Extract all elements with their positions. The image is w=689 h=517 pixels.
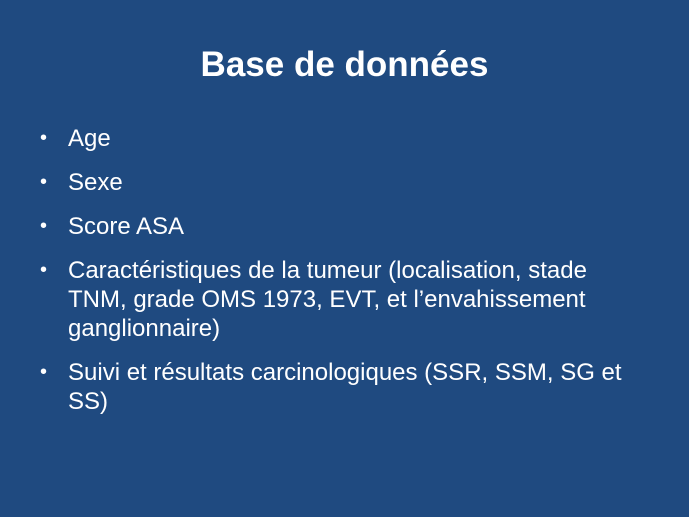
- bullet-dot-icon: •: [40, 361, 48, 383]
- bullet-text: Caractéristiques de la tumeur (localisation, stade TNM, grade OMS 1973, EVT, et l’envahissement ganglionnaire): [68, 257, 587, 342]
- bullet-text: Age: [68, 125, 111, 152]
- bullet-list: [40, 124, 640, 431]
- bullet-dot-icon: •: [40, 127, 48, 149]
- slide-title: Base de données: [200, 45, 489, 84]
- bullet-dot-icon: •: [40, 171, 48, 193]
- bullet-text: Sexe: [68, 169, 123, 196]
- bullet-text: Score ASA: [68, 213, 185, 240]
- bullet-item-tumeur: [40, 256, 640, 343]
- bullet-item-age: [40, 124, 640, 153]
- bullet-dot-icon: •: [40, 215, 48, 237]
- bullet-item-score-asa: [40, 212, 640, 241]
- bullet-dot-icon: •: [40, 259, 48, 281]
- bullet-text: Suivi et résultats carcinologiques (SSR, SSM, SG et SS): [68, 359, 622, 415]
- bullet-item-sexe: [40, 168, 640, 197]
- bullet-item-suivi: [40, 358, 640, 416]
